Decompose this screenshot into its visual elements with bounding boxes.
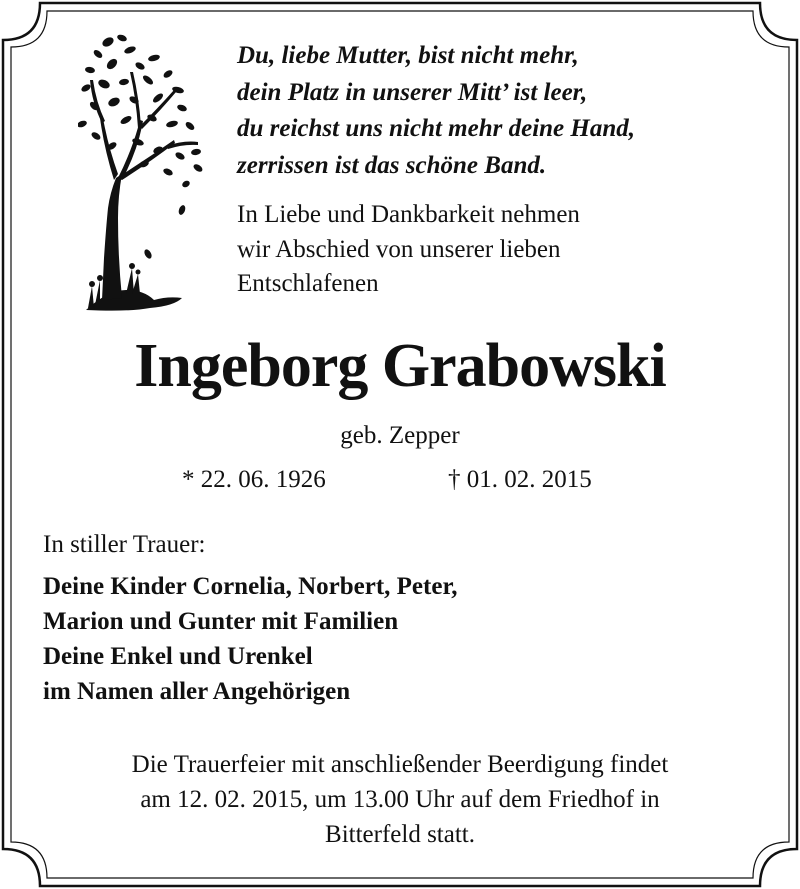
poem-line: zerrissen ist das schöne Band. (237, 151, 547, 179)
death-date: † 01. 02. 2015 (448, 466, 592, 493)
poem-line: dein Platz in unserer Mitt’ ist leer, (237, 78, 588, 106)
tree-icon (78, 28, 208, 318)
funeral-line: am 12. 02. 2015, um 13.00 Uhr auf dem Friedhof in (140, 786, 660, 813)
funeral-line: Die Trauerfeier mit anschließender Beerdigung findet (131, 751, 669, 778)
deceased-name: Ingeborg Grabowski (134, 332, 666, 400)
mourner-line: im Namen aller Angehörigen (43, 678, 351, 705)
intro-line: Entschlafenen (237, 270, 379, 297)
intro-line: In Liebe und Dankbarkeit nehmen (237, 201, 580, 228)
mourning-label: In stiller Trauer: (43, 531, 206, 558)
poem-line: Du, liebe Mutter, bist nicht mehr, (237, 42, 579, 69)
mourner-line: Marion und Gunter mit Familien (43, 608, 399, 635)
mourners-list (43, 569, 458, 709)
mourner-line: Deine Kinder Cornelia, Norbert, Peter, (43, 573, 458, 600)
mourner-line: Deine Enkel und Urenkel (43, 643, 313, 670)
intro-line: wir Abschied von unserer lieben (237, 235, 561, 263)
poem (237, 38, 777, 184)
birth-date: * 22. 06. 1926 (182, 466, 326, 493)
funeral-line: Bitterfeld statt. (325, 821, 475, 848)
maiden-name: geb. Zepper (340, 422, 460, 449)
intro-text (237, 198, 757, 302)
funeral-notice (0, 747, 800, 852)
poem-line: du reichst uns nicht mehr deine Hand, (237, 115, 635, 142)
